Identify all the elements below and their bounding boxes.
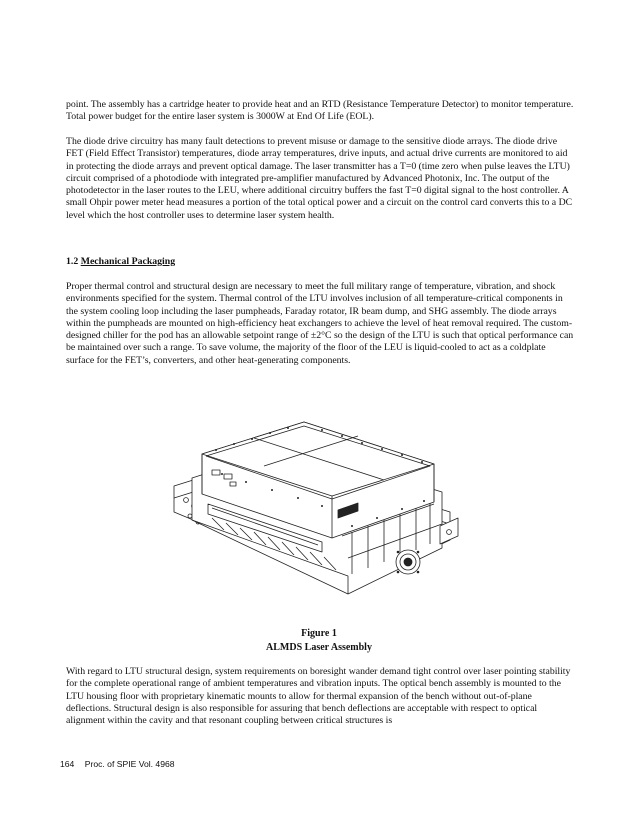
figure-title: ALMDS Laser Assembly [266,642,372,653]
journal-citation: Proc. of SPIE Vol. 4968 [84,759,175,769]
page-number: 164 [60,759,75,769]
figure-label: Figure 1 [301,628,337,639]
page-footer [60,759,175,769]
paragraph-power-budget: point. The assembly has a cartridge heater to provide heat and an RTD (Resistance Temperature Detector) to monitor temperature. Total power budget for the entire laser system is 3000W at End Of Life (EOL). [66,99,574,123]
paragraph-structural-design: With regard to LTU structural design, system requirements on boresight wander demand tight control over laser pointing stability for the complete operational range of ambient temperatures and vibration inputs. The optical bench assembly is mounted to the LTU housing floor with proprietary kinematic mounts to allow for thermal expansion of the bench without out-of-plane deflections. Structural design is also responsible for assuring that bench deflections are acceptable with respect to optical alignment within the cavity and that resonant coupling between critical structures is [66,666,571,727]
section-number: 1.2 [66,256,79,267]
paragraph-diode-drive: The diode drive circuitry has many fault detections to prevent misuse or damage to the sensitive diode arrays. The diode drive FET (Field Effect Transistor) temperatures, diode array temperatures, drive inputs, and actual drive currents are monitored to aid in protecting the diode arrays and prevent optical damage. The laser transmitter has a T=0 (time zero when pulse leaves the LTU) circuit comprised of a photodiode with integrated pre-amplifier manufactured by Advanced Photonix, Inc. The output of the photodetector in the laser routes to the LEU, where additional circuitry buffers the fast T=0 digital signal to the host controller. A small Ohpir power meter head measures a portion of the total optical power and a circuit on the control card converts this to a DC level which the host controller uses to determine laser system health. [66,136,573,221]
section-title: Mechanical Packaging [80,256,176,267]
paragraph-thermal-control: Proper thermal control and structural design are necessary to meet the full military range of temperature, vibration, and shock environments specified for the system. Thermal control of the LTU involves inclusion of all temperature-critical components in the system cooling loop including the laser pumpheads, Faraday rotator, IR beam dump, and SHG assembly. The diode arrays within the pumpheads are mounted on high-efficiency heat exchangers to achieve the level of heat removal required. The custom-designed chiller for the pod has an allowable setpoint range of ±2°C so the design of the LTU is such that optical performance can be maintained over such a range. To save volume, the majority of the floor of the LEU is liquid-cooled to act as a coldplate surface for the FET’s, converters, and other heat-generating components. [66,281,574,366]
figure-laser-assembly-drawing [172,408,472,616]
section-heading [66,256,175,267]
